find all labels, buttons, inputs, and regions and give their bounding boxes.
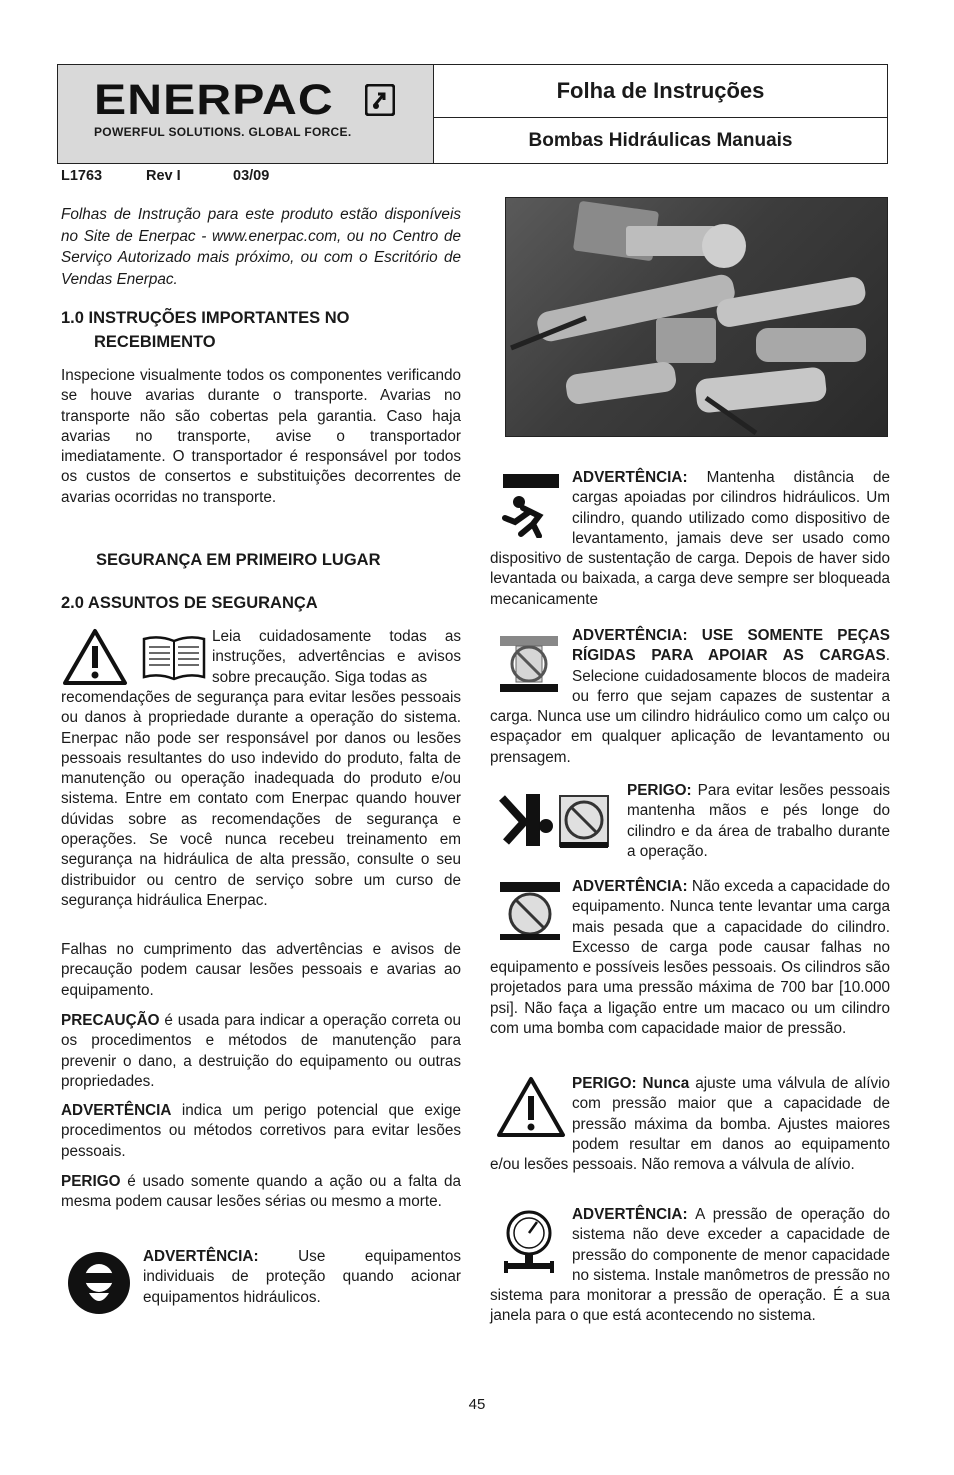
precaucao-label: PRECAUÇÃO — [61, 1012, 160, 1029]
warning-3-label: PERIGO: — [627, 782, 692, 799]
section1-heading-line1: 1.0 INSTRUÇÕES IMPORTANTES NO — [61, 309, 350, 327]
logo-emblem-icon — [365, 84, 395, 116]
warning-1 — [490, 468, 890, 610]
tagline: POWERFUL SOLUTIONS. GLOBAL FORCE. — [94, 125, 352, 139]
section1-heading — [61, 306, 461, 354]
warning-2-label: ADVERTÊNCIA: USE SOMENTE PEÇAS RÍGIDAS PARA APOIAR AS CARGAS — [572, 627, 890, 665]
logo-panel — [58, 65, 434, 163]
product-photo — [505, 197, 888, 437]
manual-book-icon — [141, 633, 207, 683]
page-number: 45 — [468, 1396, 486, 1413]
ppe-warning — [143, 1247, 461, 1308]
section1-heading-line2: RECEBIMENTO — [94, 333, 216, 351]
intro-text: Folhas de Instrução para este produto estão disponíveis no Site de Enerpac - www.enerpac.com, ou no Centro de Serviço Autorizado mais próximo, ou com o Escritório de Vendas Enerpac. — [61, 206, 461, 288]
section2-para1-top: Leia cuidadosamente todas as instruções, advertências e avisos sobre precaução. Siga todas as — [212, 628, 461, 686]
section2-heading: 2.0 ASSUNTOS DE SEGURANÇA — [61, 594, 318, 612]
advertencia-text: indica um perigo potencial que exige procedimentos ou métodos corretivos para evitar lesões pessoais. — [61, 1102, 461, 1160]
warning-1-label: ADVERTÊNCIA: — [572, 469, 688, 486]
doc-date: 03/09 — [233, 168, 270, 184]
ppe-label: ADVERTÊNCIA: — [143, 1248, 259, 1265]
warning-4-text: Não exceda a capacidade do equipamento. Nunca tente levantar uma carga mais pesada que a capacidade do cilindro. Excesso de carga pode causar falhas no equipamento e possíveis lesões pessoais. Os cilindros são projetados para uma pressão máxima de 700 bar [10.000 psi]. Não faça a ligação entre um macaco ou um cilindro com uma bomba com capacidade maior de pressão. — [490, 878, 890, 1038]
doc-number: L1763 — [61, 168, 103, 184]
page-subtitle: Bombas Hidráulicas Manuais — [528, 129, 793, 151]
warning-5 — [490, 1074, 890, 1175]
section2-para1-rest: recomendações de segurança para evitar lesões pessoais ou danos à propriedade durante a operação do sistema. Enerpac não pode ser responsável por danos ou lesões pessoais resultantes do uso indevido do produto, falta de manutenção ou operação inadequada do produto e/ou sistema. Entre em contato com Enerpac quando houver dúvidas sobre as recomendações de segurança e operações. Se você nunca recebeu treinamento em segurança na hidráulica de alta pressão, consulte o seu distribuidor ou centro de serviço sobre um curso de segurança hidráulica Enerpac. — [61, 689, 461, 909]
precaucao-text: é usada para indicar a operação correta ou os procedimentos e métodos de manutenção para prevenir o dano, a destruição do equipamento ou outras propriedades. — [61, 1012, 461, 1090]
section1-body: Inspecione visualmente todos os componentes verificando se houve avarias durante o transporte. Avarias no transporte não são cobertas pela garantia. Caso haja avarias no transporte, avise o transportador imediatamente. O transportador é responsável por todos os custos de consertos e substituições decorrentes de avarias ocorridas no transporte. — [61, 367, 461, 506]
warning-6-label: ADVERTÊNCIA: — [572, 1206, 688, 1223]
advertencia-label: ADVERTÊNCIA — [61, 1102, 172, 1119]
warning-1-text: Mantenha distância de cargas apoiadas por cilindros hidráulicos. Um cilindro, quando utilizado como dispositivo de levantamento, jamais deve ser usado como dispositivo de sustentação de carga. Depois de haver sido levantada ou baixada, a carga deve sempre ser bloqueada mecanicamente — [490, 469, 890, 608]
warning-triangle-icon — [62, 628, 128, 686]
section2-para2: Falhas no cumprimento das advertências e avisos de precaução podem causar lesões pessoais e avarias ao equipamento. — [61, 941, 461, 999]
doc-revision: Rev I — [146, 168, 181, 184]
perigo-paragraph — [61, 1172, 461, 1213]
warning-5-text: ajuste uma válvula de alívio com pressão maior que a capacidade de pressão máxima da bomba. Ajustes maiores podem resultar em danos ao equipamento e/ou lesões pessoais. Não remova a válvula de alívio. — [490, 1075, 891, 1174]
warning-3 — [627, 781, 890, 862]
page-title: Folha de Instruções — [434, 65, 887, 118]
warning-5-label: PERIGO: Nunca — [572, 1075, 690, 1092]
header-box — [57, 64, 888, 164]
enerpac-logo: ENERPAC — [94, 76, 334, 124]
warning-3-text: Para evitar lesões pessoais mantenha mãos e pés longe do cilindro e da área de trabalho durante a operação. — [627, 782, 890, 860]
perigo-label: PERIGO — [61, 1173, 121, 1190]
warning-2-text: . Selecione cuidadosamente blocos de madeira ou ferro que sejam capazes de sustentar a carga. Nunca use um cilindro hidráulico como um calço ou espaçador em qualquer aplicação de levantamento ou prensagem. — [490, 647, 890, 766]
advertencia-paragraph — [61, 1101, 461, 1162]
precaucao-paragraph — [61, 1011, 461, 1092]
warning-6 — [490, 1205, 890, 1327]
perigo-text: é usado somente quando a ação ou a falta da mesma podem causar lesões sérias ou mesmo a morte. — [61, 1173, 461, 1211]
hand-crush-hazard-icon — [496, 788, 614, 852]
warning-6-text: A pressão de operação do sistema não deve exceder a capacidade de pressão do componente de menor capacidade no sistema. Instale manômetros de pressão no sistema para monitorar a pressão de operação. É a sua janela para o que está acontecendo no sistema. — [490, 1206, 891, 1325]
ppe-text: Use equipamentos individuais de proteção quando acionar equipamentos hidráulicos. — [143, 1248, 461, 1306]
warning-2 — [490, 626, 890, 768]
warning-4-label: ADVERTÊNCIA: — [572, 878, 688, 895]
hand-pumps-image — [506, 198, 887, 436]
protective-goggles-icon — [67, 1251, 131, 1315]
warning-4 — [490, 877, 890, 1039]
safety-first-heading: SEGURANÇA EM PRIMEIRO LUGAR — [96, 551, 381, 569]
